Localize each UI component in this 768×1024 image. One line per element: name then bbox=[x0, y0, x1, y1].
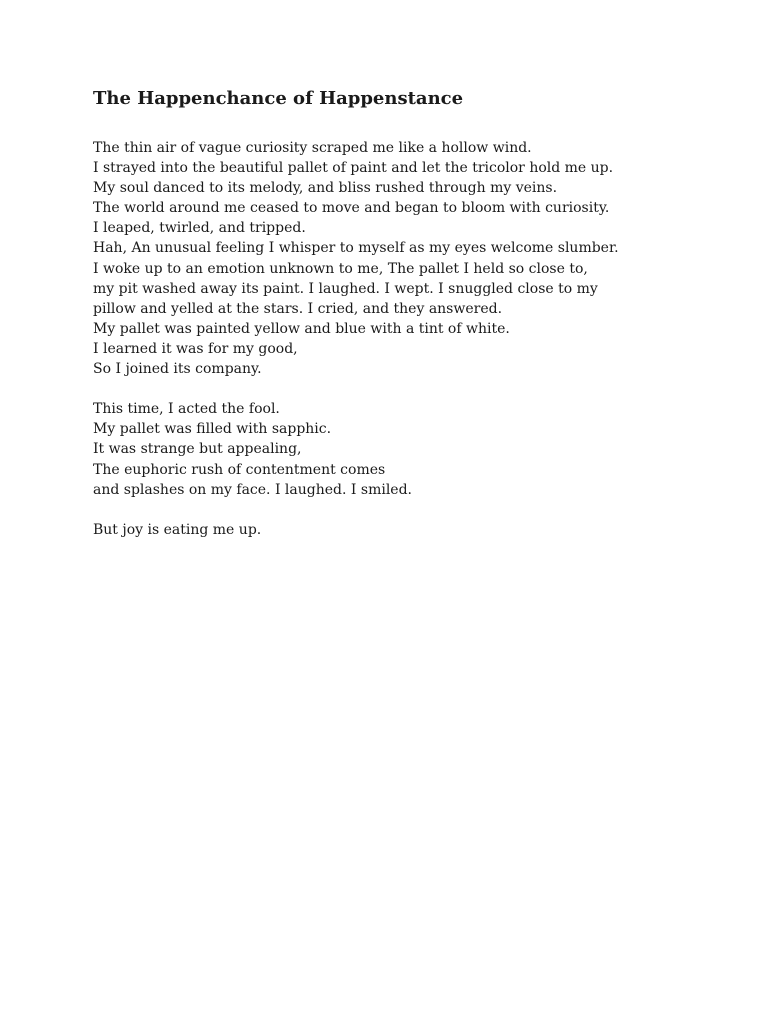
poem-line: But joy is eating me up. bbox=[93, 521, 262, 538]
poem-line: The euphoric rush of contentment comes bbox=[93, 461, 386, 478]
poem-line: and splashes on my face. I laughed. I smiled. bbox=[93, 481, 412, 498]
poem-line: The thin air of vague curiosity scraped me like a hollow wind. bbox=[93, 140, 532, 156]
poem-line: Hah, An unusual feeling I whisper to myself as my eyes welcome slumber. bbox=[93, 240, 619, 257]
poem-line: I woke up to an emotion unknown to me, The pallet I held so close to, bbox=[93, 260, 588, 277]
poem-line: My pallet was filled with sapphic. bbox=[93, 421, 332, 438]
poem-body bbox=[93, 138, 693, 560]
poem-line: I learned it was for my good, bbox=[93, 340, 298, 357]
poem-line: I strayed into the beautiful pallet of paint and let the tricolor hold me up. bbox=[93, 160, 614, 177]
poem-line: my pit washed away its paint. I laughed. I wept. I snuggled close to my bbox=[93, 280, 598, 297]
stanza-2 bbox=[93, 399, 693, 499]
poem-line: My soul danced to its melody, and bliss rushed through my veins. bbox=[93, 180, 558, 197]
poem-line: My pallet was painted yellow and blue with a tint of white. bbox=[93, 320, 510, 337]
poem-line: The world around me ceased to move and began to bloom with curiosity. bbox=[93, 200, 610, 217]
poem-line: I leaped, twirled, and tripped. bbox=[93, 220, 306, 237]
stanza-1 bbox=[93, 138, 693, 379]
poem-line: It was strange but appealing, bbox=[93, 441, 302, 458]
poem-line: pillow and yelled at the stars. I cried, and they answered. bbox=[93, 300, 503, 317]
poem-line: This time, I acted the fool. bbox=[93, 401, 280, 418]
document-title: The Happenchance of Happenstance bbox=[93, 88, 464, 109]
stanza-3 bbox=[93, 520, 693, 540]
poem-line: So I joined its company. bbox=[93, 361, 262, 378]
